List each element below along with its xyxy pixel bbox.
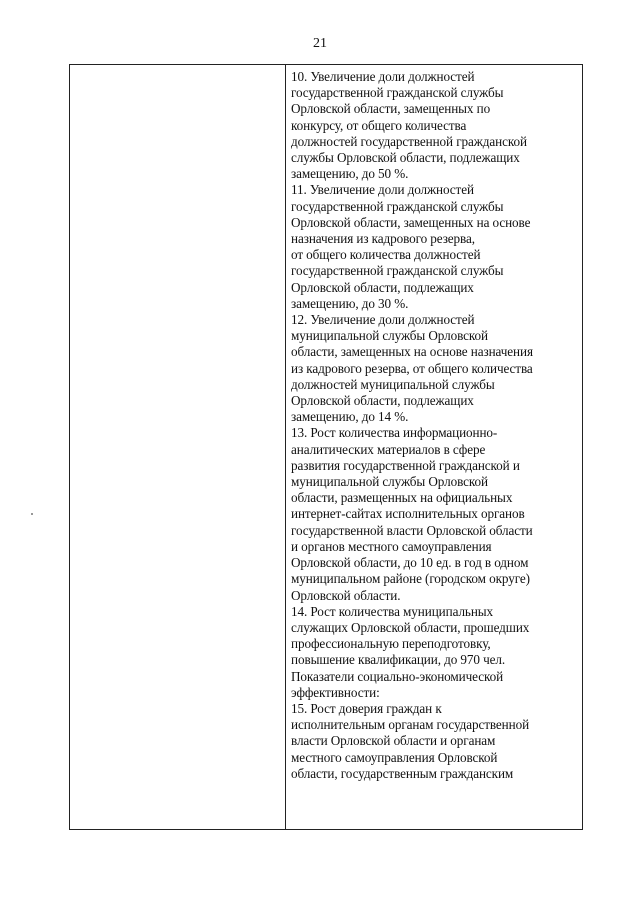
table-right-cell bbox=[291, 69, 583, 829]
text-line: муниципальном районе (городском округе) bbox=[291, 571, 530, 587]
text-line: Орловской области, до 10 ед. в год в одном bbox=[291, 555, 529, 571]
text-line: Показатели социально-экономической bbox=[291, 668, 504, 684]
text-line: должностей государственной гражданской bbox=[291, 133, 527, 149]
text-line: 15. Рост доверия граждан к bbox=[291, 700, 442, 716]
text-line: должностей муниципальной службы bbox=[291, 376, 495, 392]
page-number: 21 bbox=[313, 36, 327, 51]
text-line: муниципальной службы Орловской bbox=[291, 328, 488, 344]
text-line: Орловской области, подлежащих bbox=[291, 393, 474, 409]
text-line: замещению, до 30 %. bbox=[291, 295, 409, 311]
text-line: конкурсу, от общего количества bbox=[291, 117, 467, 133]
text-line: интернет-сайтах исполнительных органов bbox=[291, 506, 525, 522]
text-line: области, государственным гражданским bbox=[291, 765, 514, 781]
text-line: государственной гражданской службы bbox=[291, 263, 504, 279]
text-line: развития государственной гражданской и bbox=[291, 457, 520, 473]
table-left-cell bbox=[70, 65, 286, 829]
text-line: муниципальной службы Орловской bbox=[291, 474, 488, 490]
text-line: государственной власти Орловской области bbox=[291, 522, 533, 538]
text-line: власти Орловской области и органам bbox=[291, 733, 496, 749]
text-line: государственной гражданской службы bbox=[291, 198, 504, 214]
text-line: Орловской области, замещенных по bbox=[291, 101, 491, 117]
text-line: местного самоуправления Орловской bbox=[291, 749, 498, 765]
text-line: эффективности: bbox=[291, 684, 380, 700]
text-line: повышение квалификации, до 970 чел. bbox=[291, 652, 506, 668]
text-line: 12. Увеличение доли должностей bbox=[291, 312, 475, 328]
text-line: назначения из кадрового резерва, bbox=[291, 231, 475, 247]
text-line: Орловской области. bbox=[291, 587, 401, 603]
text-line: Орловской области, подлежащих bbox=[291, 279, 474, 295]
text-line: 11. Увеличение доли должностей bbox=[291, 182, 474, 198]
document-table bbox=[69, 64, 583, 830]
text-line: области, размещенных на официальных bbox=[291, 490, 513, 506]
text-line: и органов местного самоуправления bbox=[291, 538, 492, 554]
scan-speck bbox=[31, 513, 33, 515]
text-line: от общего количества должностей bbox=[291, 247, 481, 263]
text-line: государственной гражданской службы bbox=[291, 85, 504, 101]
text-line: службы Орловской области, подлежащих bbox=[291, 150, 520, 166]
text-line: 13. Рост количества информационно- bbox=[291, 425, 498, 441]
text-line: профессиональную переподготовку, bbox=[291, 636, 491, 652]
text-line: из кадрового резерва, от общего количества bbox=[291, 360, 533, 376]
text-line: служащих Орловской области, прошедших bbox=[291, 619, 530, 635]
text-line: замещению, до 14 %. bbox=[291, 409, 409, 425]
text-line: Орловской области, замещенных на основе bbox=[291, 214, 531, 230]
text-line: аналитических материалов в сфере bbox=[291, 441, 486, 457]
text-line: замещению, до 50 %. bbox=[291, 166, 409, 182]
text-line: 14. Рост количества муниципальных bbox=[291, 603, 494, 619]
text-line: области, замещенных на основе назначения bbox=[291, 344, 533, 360]
text-line: 10. Увеличение доли должностей bbox=[291, 69, 475, 84]
text-line: исполнительным органам государственной bbox=[291, 717, 530, 733]
